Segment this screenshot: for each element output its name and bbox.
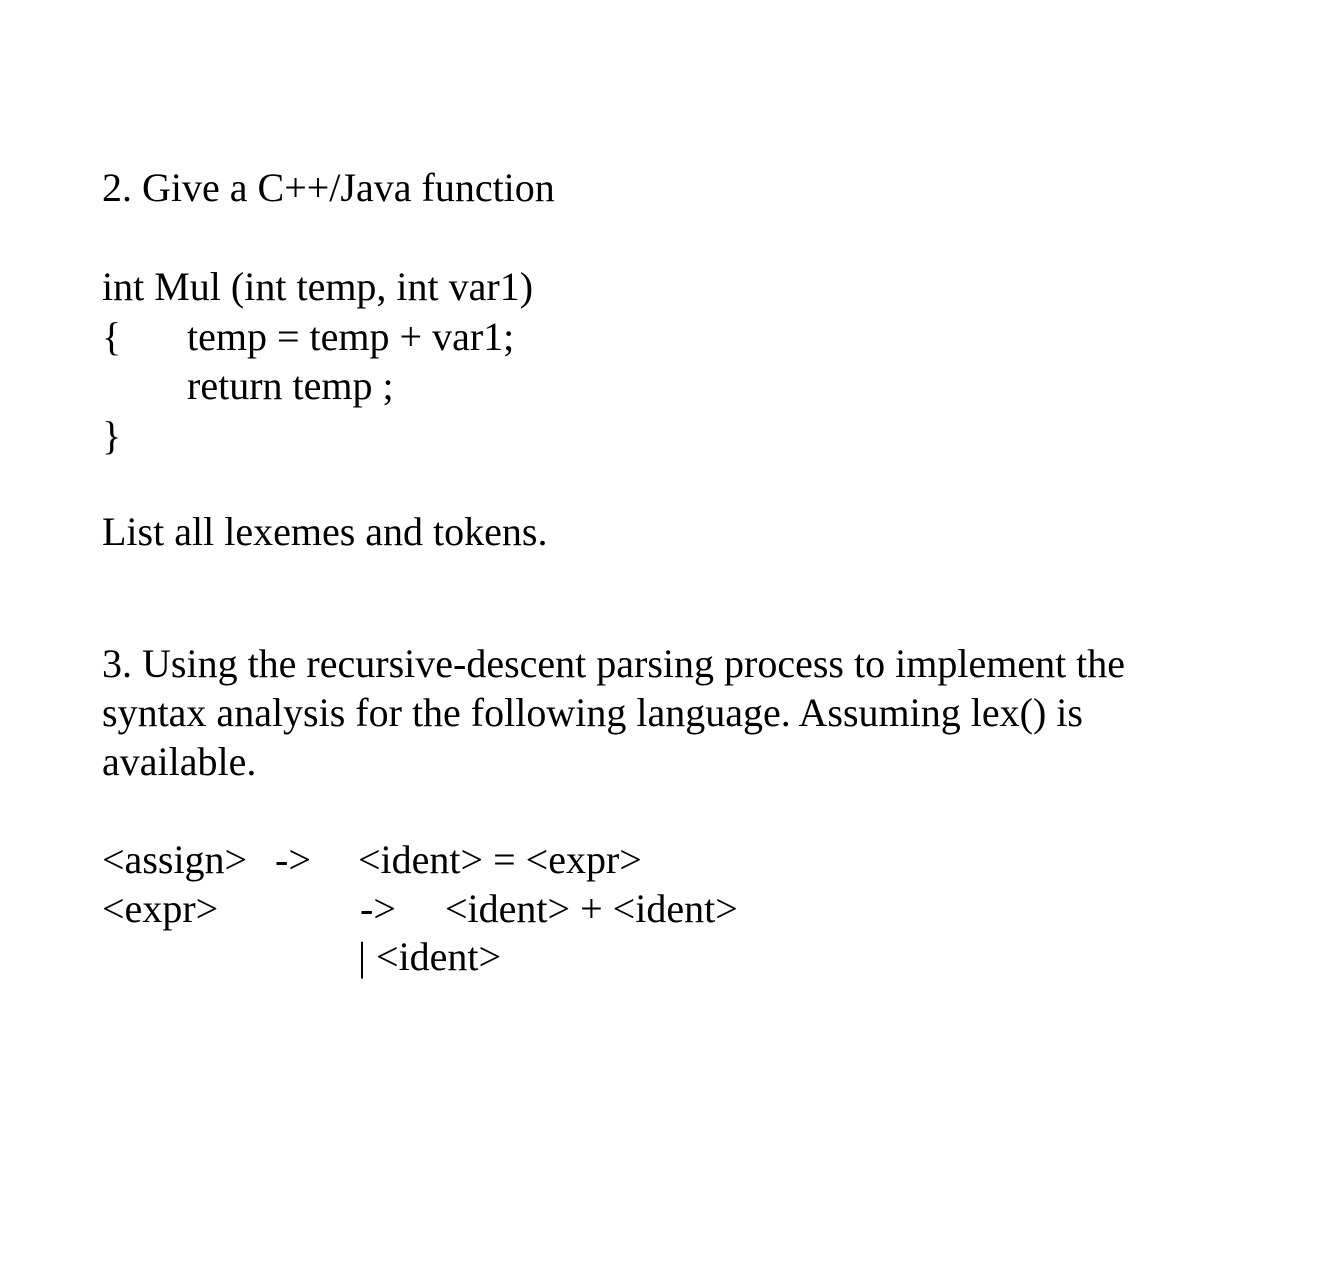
grammar-assign-rhs: <ident> = <expr> [358, 837, 642, 882]
grammar-assign-arrow: -> [275, 837, 311, 882]
code-line-return: return temp ; [187, 363, 394, 408]
grammar-expr-alternative: | <ident> [358, 934, 502, 979]
question-3-line-2: syntax analysis for the following language. Assuming lex() is [102, 690, 1083, 735]
question-3-line-1: 3. Using the recursive-descent parsing process to implement the [102, 641, 1126, 686]
grammar-expr-arrow: -> [360, 886, 396, 931]
code-signature: int Mul (int temp, int var1) [102, 264, 534, 309]
grammar-expr-lhs: <expr> [102, 886, 219, 931]
question-2-instruction: List all lexemes and tokens. [102, 509, 548, 554]
code-close-brace: } [102, 413, 122, 458]
question-2-title: 2. Give a C++/Java function [102, 165, 555, 210]
grammar-expr-rhs: <ident> + <ident> [445, 886, 738, 931]
code-line-assignment: temp = temp + var1; [187, 314, 515, 359]
question-3-line-3: available. [102, 739, 257, 784]
code-open-brace: { [102, 314, 122, 359]
grammar-assign-lhs: <assign> [102, 837, 248, 882]
